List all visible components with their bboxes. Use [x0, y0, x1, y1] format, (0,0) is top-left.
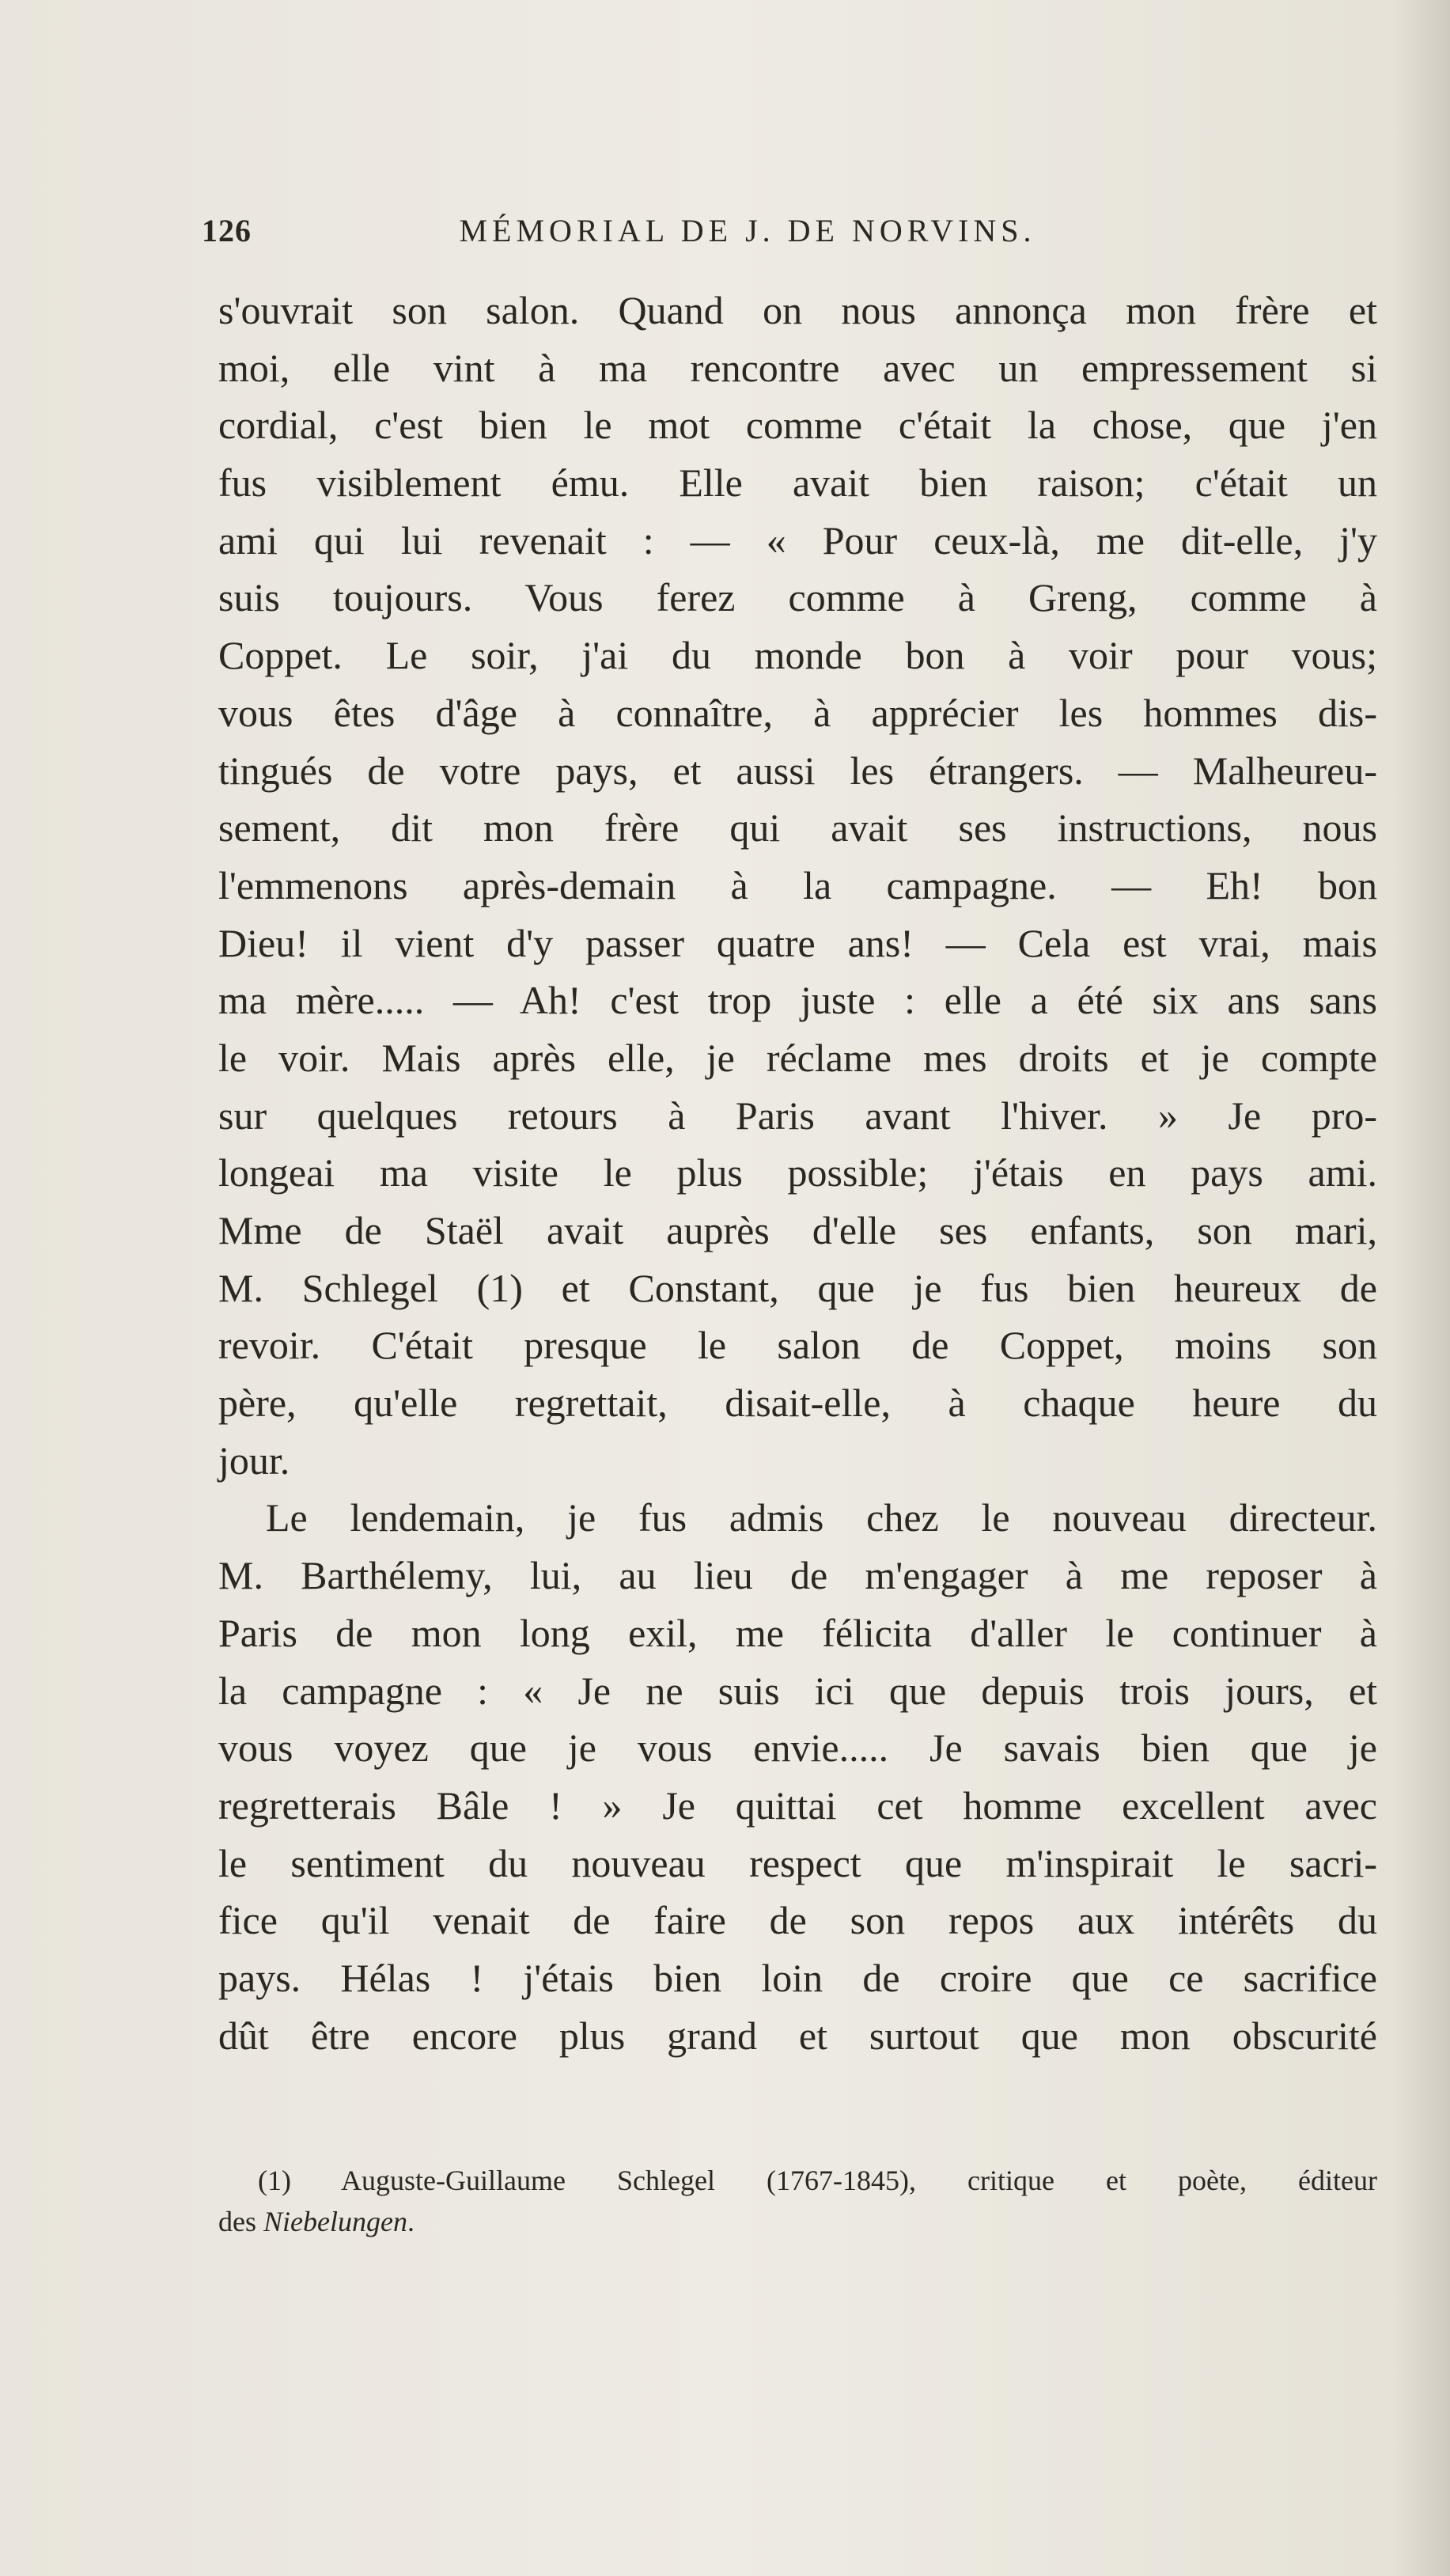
page-number: 126 [202, 213, 252, 248]
text-line: fus visiblement ému. Elle avait bien raison; c'était un [218, 460, 1377, 506]
text-line: revoir. C'était presque le salon de Coppet, moins son [218, 1323, 1377, 1368]
footnote-line [218, 2201, 1377, 2242]
text-line: longeai ma visite le plus possible; j'étais en pays ami. [218, 1150, 1377, 1195]
text-line: vous êtes d'âge à connaître, à apprécier les hommes dis- [218, 690, 1377, 735]
footnote-text: des [218, 2206, 263, 2237]
text-line: Paris de mon long exil, me félicita d'aller le continuer à [218, 1610, 1377, 1655]
page-header [202, 212, 1246, 259]
text-line: pays. Hélas ! j'étais bien loin de croire que ce sacrifice [218, 1955, 1377, 2000]
text-line: cordial, c'est bien le mot comme c'était la chose, que j'en [218, 403, 1377, 448]
running-title: MÉMORIAL DE J. DE NORVINS. [459, 213, 1036, 248]
text-line: sur quelques retours à Paris avant l'hiver. » Je pro- [218, 1093, 1377, 1138]
text-line: tingués de votre pays, et aussi les étrangers. — Malheureu- [218, 748, 1377, 793]
text-line: le sentiment du nouveau respect que m'inspirait le sacri- [218, 1840, 1377, 1885]
text-line: ma mère..... — Ah! c'est trop juste : elle a été six ans sans [218, 978, 1377, 1023]
text-line: Mme de Staël avait auprès d'elle ses enfants, son mari, [218, 1208, 1377, 1252]
text-line: fice qu'il venait de faire de son repos aux intérêts du [218, 1898, 1377, 1943]
text-line: père, qu'elle regrettait, disait-elle, à chaque heure du [218, 1381, 1377, 1426]
text-line: M. Schlegel (1) et Constant, que je fus bien heureux de [218, 1265, 1377, 1310]
text-line: l'emmenons après-demain à la campagne. — Eh! bon [218, 862, 1377, 907]
text-line: sement, dit mon frère qui avait ses instructions, nous [218, 805, 1377, 850]
text-line: moi, elle vint à ma rencontre avec un empressement si [218, 345, 1377, 390]
text-line: regretterais Bâle ! » Je quittai cet homme excellent avec [218, 1782, 1377, 1828]
body-text [218, 282, 1377, 2064]
text-line: dût être encore plus grand et surtout que mon obscurité [218, 2013, 1377, 2058]
text-line: s'ouvrait son salon. Quand on nous annonça mon frère et [218, 288, 1377, 332]
text-line: Le lendemain, je fus admis chez le nouveau directeur. [266, 1495, 1377, 1540]
text-line: Coppet. Le soir, j'ai du monde bon à voir pour vous; [218, 633, 1377, 678]
footnote-text: . [407, 2206, 415, 2237]
text-line: jour. [218, 1438, 290, 1483]
text-line: suis toujours. Vous ferez comme à Greng, comme à [218, 575, 1377, 620]
text-line: M. Barthélemy, lui, au lieu de m'engager à me reposer à [218, 1553, 1377, 1598]
text-line: vous voyez que je vous envie..... Je savais bien que je [218, 1726, 1377, 1771]
text-line: la campagne : « Je ne suis ici que depuis trois jours, et [218, 1668, 1377, 1713]
footnote-italic-title: Niebelungen [263, 2206, 407, 2237]
text-line: Dieu! il vient d'y passer quatre ans! — Cela est vrai, mais [218, 920, 1377, 965]
footnote-line: (1) Auguste-Guillaume Schlegel (1767-1845), critique et poète, éditeur [258, 2165, 1377, 2196]
footnote [218, 2160, 1377, 2242]
text-line: ami qui lui revenait : — « Pour ceux-là, me dit-elle, j'y [218, 517, 1377, 563]
text-line: le voir. Mais après elle, je réclame mes droits et je compte [218, 1035, 1377, 1080]
